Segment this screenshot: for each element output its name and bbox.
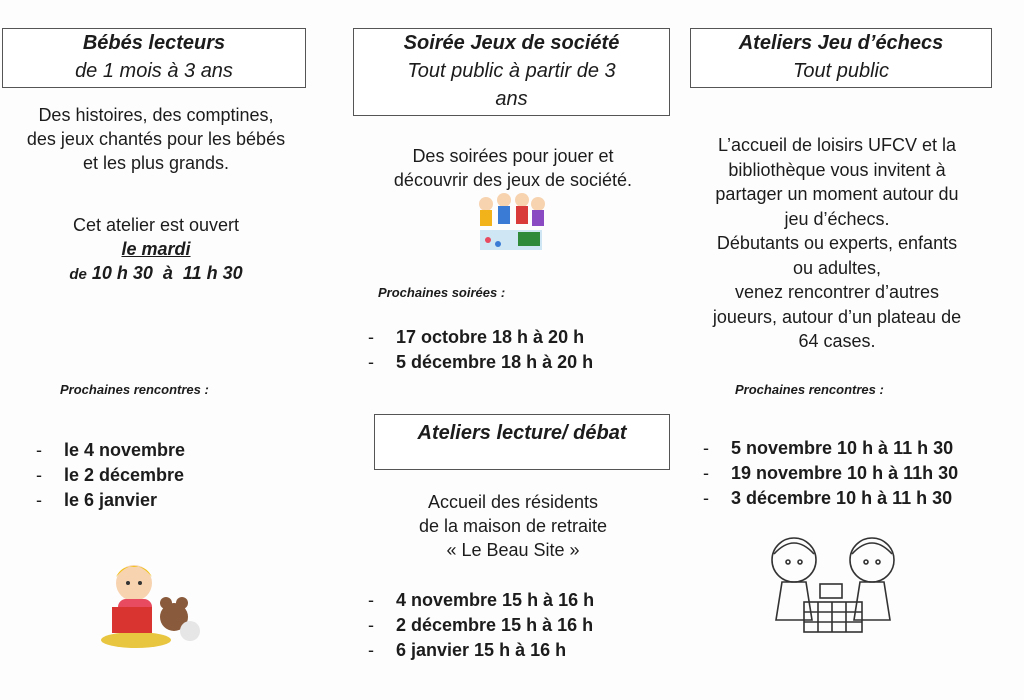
soiree-next-label: Prochaines soirées : — [378, 285, 506, 300]
ateliers-lecture-title: Ateliers lecture/ débat — [417, 422, 627, 444]
bebes-lecteurs-title: Bébés lecteurs — [82, 32, 226, 54]
soiree-jeux-subtitle-2: ans — [495, 88, 528, 110]
open-line: Cet atelier est ouvert — [72, 215, 240, 235]
bebes-lecteurs-description: Des histoires, des comptines, des jeux chantés pour les bébés et les plus grands. — [26, 105, 286, 173]
list-item: - 5 décembre 18 h à 20 h — [368, 350, 593, 375]
board-game-kids-icon — [474, 190, 549, 256]
list-item: - 6 janvier 15 h à 16 h — [368, 638, 594, 663]
echecs-subtitle: Tout public — [793, 60, 889, 82]
ateliers-lecture-description: Accueil des résidents de la maison de retraite « Le Beau Site » — [418, 492, 608, 560]
lecture-dates-list — [368, 588, 594, 663]
time-value: 10 h 30 à 11 h 30 — [91, 263, 243, 283]
soiree-dates-list — [368, 325, 593, 375]
bebes-lecteurs-schedule — [0, 213, 312, 287]
bebes-dates-list — [36, 438, 185, 513]
list-item: - 3 décembre 10 h à 11 h 30 — [703, 486, 958, 511]
bebes-next-label: Prochaines rencontres : — [60, 382, 209, 397]
echecs-description: L’accueil de loisirs UFCV et la bibliothèque vous invitent à partager un moment autour du jeu d’échecs. Débutants ou experts, enfants ou adultes, venez rencontrer d’autres joueurs, autour d’un plateau de 64 cases. — [712, 135, 962, 351]
list-item: - 4 novembre 15 h à 16 h — [368, 588, 594, 613]
ateliers-lecture-header — [374, 414, 670, 470]
time-prefix: de — [69, 266, 87, 283]
kids-playing-chess-icon — [764, 530, 904, 640]
list-item: - le 6 janvier — [36, 488, 185, 513]
list-item: - le 4 novembre — [36, 438, 185, 463]
bebes-lecteurs-subtitle: de 1 mois à 3 ans — [75, 60, 233, 82]
echecs-next-label: Prochaines rencontres : — [735, 382, 884, 397]
list-item: - 2 décembre 15 h à 16 h — [368, 613, 594, 638]
time-line — [0, 261, 312, 287]
soiree-jeux-description: Des soirées pour jouer et découvrir des jeux de société. — [393, 146, 633, 190]
echecs-header — [690, 28, 992, 88]
echecs-dates-list — [703, 436, 958, 511]
list-item: - 5 novembre 10 h à 11 h 30 — [703, 436, 958, 461]
baby-reading-icon — [96, 555, 206, 650]
list-item: - 17 octobre 18 h à 20 h — [368, 325, 593, 350]
soiree-jeux-header — [353, 28, 670, 116]
soiree-jeux-subtitle-1: Tout public à partir de 3 — [407, 60, 616, 82]
day: le mardi — [121, 239, 191, 259]
list-item: - le 2 décembre — [36, 463, 185, 488]
list-item: - 19 novembre 10 h à 11h 30 — [703, 461, 958, 486]
echecs-title: Ateliers Jeu d’échecs — [738, 32, 944, 54]
bebes-lecteurs-header — [2, 28, 306, 88]
soiree-jeux-title: Soirée Jeux de société — [403, 32, 620, 54]
